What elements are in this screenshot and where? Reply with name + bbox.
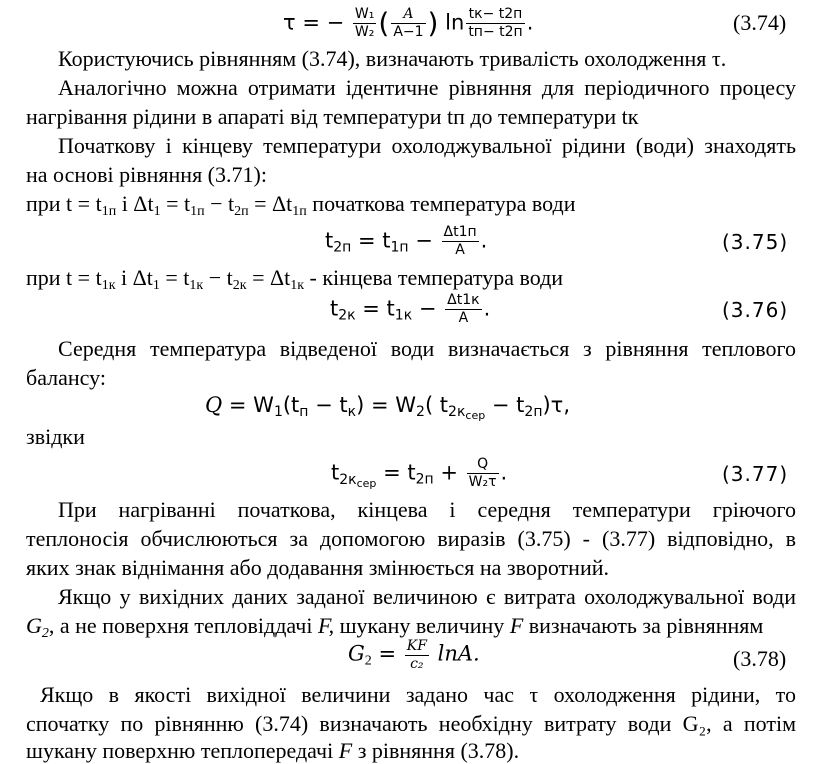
paragraph-3-line-2: на основі рівняння (3.71): — [26, 162, 267, 187]
equation-3-77: $t_{2к_{сер}} = t_{2п}$ + $\frac{Q}{\text{W₂τ}}$ . — [331, 456, 508, 490]
condition-line-1: при $t = t_{1п}$ і $\Delta t_1 = t_{1п} - t_{2п} = \Delta t_{1п}$ початкова температура води — [26, 191, 576, 219]
paragraph-2-line-1: Аналогічно можна отримати ідентичне рівняння для періодичного процесу — [58, 75, 796, 100]
paragraph-6-line-1: Якщо у вихідних даних заданої величиною є витрата охолоджувальної води — [58, 584, 796, 609]
paragraph-5-line-2: теплоносія обчислюються за допомогою виразів (3.75) - (3.77) відповідно, в — [26, 526, 796, 551]
paragraph-2-line-2: нагрівання рідини в апараті від температури tп до температури tк — [26, 104, 639, 129]
paragraph-6-line-2: $G_2$, а не поверхня тепловіддачі F, шукану величину F визначають за рівнянням — [26, 613, 764, 641]
paragraph-4-line-2: балансу: — [26, 365, 106, 390]
equation-3-75: $t_{2п} = t_{1п}$ − $\frac{\Delta t1п}{A}$ . — [325, 224, 488, 258]
equation-3-74: τ = − $\frac{\text{W₁}}{\text{W₂}}$ ( $\frac{A}{A-1}$ ) ln $\frac{tк- t2п}{tп- t2п}$ . — [283, 6, 534, 40]
paragraph-4-line-1: Середня температура відведеної води визначається з рівняння теплового — [58, 336, 796, 361]
paragraph-1: Користуючись рівнянням (3.74), визначають тривалість охолодження τ. — [58, 46, 727, 71]
equation-3-76: $t_{2к} = t_{1к}$ − $\frac{\Delta t1к}{A}$ . — [330, 292, 491, 326]
word-zvidky: звідки — [26, 424, 85, 449]
condition-line-2: при $t = t_{1к}$ і $\Delta t_1 = t_{1к} - t_{2к} = \Delta t_{1к}$ - кінцева температура води — [26, 265, 564, 293]
paragraph-3-line-1: Початкову і кінцеву температури охолоджувальної рідини (води) знаходять — [58, 133, 796, 158]
paragraph-7-line-2: спочатку по рівнянню (3.74) визначають необхідну витрату води G₂, а потім — [26, 711, 796, 736]
equation-number-3-78: (3.78) — [733, 646, 787, 671]
paragraph-5-line-3: яких знак віднімання або додавання змінюється на зворотний. — [26, 555, 609, 580]
equation-number-3-77: (3.77) — [722, 462, 789, 486]
equation-number-3-75: (3.75) — [722, 230, 789, 254]
equation-number-3-74: (3.74) — [733, 10, 787, 35]
equation-number-3-76: (3.76) — [722, 298, 789, 322]
paragraph-7-line-1: Якщо в якості вихідної величини задано час τ охолодження рідини, то — [40, 682, 796, 707]
equation-heat-balance: $Q = W_1(t_п - t_к) = W_2$( $t_{2к_{сер}} - t_{2п})\tau$, — [205, 393, 570, 422]
paragraph-5-line-1: При нагріванні початкова, кінцева і середня температури гріючого — [58, 497, 796, 522]
paragraph-7-line-3: шукану поверхню теплопередачі F з рівняння (3.78). — [26, 738, 520, 763]
equation-3-78: $G_2$ = $\frac{KF}{\text{c₂}}$ lnA. — [348, 638, 480, 672]
